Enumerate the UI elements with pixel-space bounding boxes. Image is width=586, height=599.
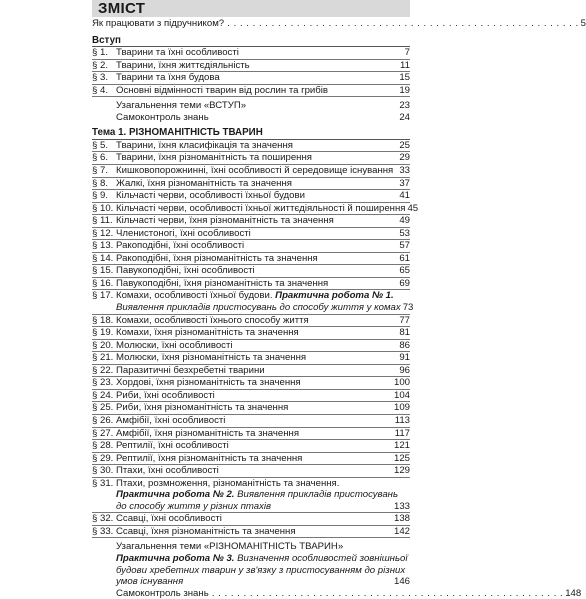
entry-number: § 17. [92, 290, 114, 302]
entry-page: 129 [393, 465, 410, 477]
entry-page: 81 [399, 327, 410, 339]
entry-number: § 8. [92, 177, 109, 189]
entry-title: Птахи, їхні особливості [116, 465, 219, 477]
entry-title: Амфібії, їхня різноманітність та значення [116, 427, 300, 439]
entry-page: 29 [399, 152, 410, 164]
entry-number: § 29. [92, 452, 114, 464]
entry-number: § 10. [92, 202, 114, 214]
entry-page: 146 [393, 576, 410, 588]
entry-page: 142 [393, 525, 410, 537]
toc-entry[interactable] [92, 60, 410, 73]
entry-title: Тварини, їхня різноманітність та поширення [116, 152, 312, 164]
toc-entry-selfcheck-topic-1[interactable]: Самоконтроль знань . . . . . . . . . . . . . . . . . . . . . . . . . . . . . . . . . . . . . . . . . . . . . . . . . . . . . . . . 148 [116, 587, 582, 599]
entry-title: Жалкі, їхня різноманітність та значення [116, 177, 292, 189]
toc-entry[interactable] [92, 202, 419, 216]
entry-number: § 20. [92, 339, 114, 351]
entry-title: Основні відмінності тварин від рослин та грибів [116, 84, 329, 96]
entry-number: § 12. [92, 227, 114, 239]
entry-number: § 33. [92, 525, 114, 537]
entry-title: Комахи, особливості їхнього способу життя [116, 314, 309, 326]
toc-entry[interactable] [92, 526, 410, 539]
entry-title: Кишковопорожнинні, їхні особливості й середовище існування [116, 165, 394, 177]
entry-title: Павукоподібні, їхня різноманітність та значення [116, 277, 329, 289]
entry-page: 49 [399, 215, 410, 227]
toc-entry[interactable] [92, 72, 410, 85]
practical-description: Виявлення прикладів пристосувань [237, 489, 399, 501]
toc-entry[interactable] [92, 415, 410, 428]
practical-description-cont: будови хребетних тварин у зв'язку з пристосуванням до різних [116, 564, 406, 576]
toc-entry[interactable] [92, 165, 410, 178]
entry-page: 15 [399, 72, 410, 84]
entry-number: § 2. [92, 59, 109, 71]
entry-page: 53 [399, 227, 410, 239]
entry-number: § 13. [92, 240, 114, 252]
toc-entry[interactable] [92, 440, 410, 453]
entry-number: § 19. [92, 327, 114, 339]
toc-entry-selfcheck-intro[interactable] [92, 112, 410, 124]
entry-title: Тварини, їхня класифікація та значення [116, 139, 293, 151]
entry-page: 77 [399, 314, 410, 326]
entry-number: § 22. [92, 364, 114, 376]
entry-title: Членистоногі, їхні особливості [116, 227, 251, 239]
entry-page: 125 [393, 452, 410, 464]
entry-title: Молюски, їхні особливості [116, 339, 233, 351]
entry-title: Кільчасті черви, особливості їхньої життєдіяльності й поширення [116, 202, 406, 214]
entry-title: Самоконтроль знань [116, 111, 209, 123]
entry-title: Паразитичні безхребетні тварини [116, 364, 265, 376]
toc-entry[interactable] [92, 215, 410, 228]
toc-entry[interactable] [92, 465, 410, 478]
entry-page: 45 [407, 202, 419, 214]
toc-entry[interactable] [92, 240, 410, 253]
toc-entry[interactable] [92, 265, 410, 278]
entry-title: Павукоподібні, їхні особливості [116, 265, 255, 277]
toc-entry[interactable] [92, 513, 410, 526]
entry-page: 69 [399, 277, 410, 289]
entry-page: 109 [393, 402, 410, 414]
entry-page: 73 [402, 302, 414, 314]
entry-page: 19 [399, 84, 410, 96]
toc-entry[interactable] [92, 340, 410, 353]
toc-entry[interactable] [92, 453, 410, 466]
toc-entry[interactable] [92, 428, 410, 441]
toc-entry-intro[interactable]: Як працювати з підручником? . . . . . . . . . . . . . . . . . . . . . . . . . . . . . . . . . . . . . . . . . . . . . . . . . . . . . . . . 5 [92, 18, 586, 29]
entry-title: Кільчасті черви, особливості їхньої будови [116, 190, 305, 202]
entry-title: Хордові, їхня різноманітність та значення [116, 377, 301, 389]
entry-title: Узагальнення теми «РІЗНОМАНІТНІСТЬ ТВАРИН» [116, 541, 344, 553]
entry-number: § 11. [92, 215, 113, 227]
entry-page: 25 [399, 139, 410, 151]
entry-title: Комахи, їхня різноманітність та значення [116, 327, 299, 339]
entry-title: Ссавці, їхня різноманітність та значення [116, 525, 296, 537]
toc-entry[interactable] [92, 190, 410, 203]
entry-number: § 1. [92, 47, 109, 59]
entry-title: Комахи, особливості їхньої будови. [116, 290, 273, 302]
toc-entry[interactable] [92, 365, 410, 378]
entry-page: 23 [399, 100, 410, 112]
entry-page: 104 [393, 389, 410, 401]
toc-entry-practical-1[interactable] [92, 290, 414, 314]
entry-page: 91 [399, 352, 410, 364]
entry-number: § 9. [92, 190, 109, 202]
entry-title: Рептилії, їхні особливості [116, 440, 229, 452]
toc-entry[interactable] [92, 352, 410, 365]
entry-page: 61 [399, 252, 410, 264]
toc-entry-summary-intro[interactable] [92, 100, 410, 112]
entry-title: Ссавці, їхні особливості [116, 513, 222, 525]
practical-description: Визначення особливостей зовнішньої [237, 552, 408, 564]
entry-title: Ракоподібні, їхня різноманітність та значення [116, 252, 318, 264]
entry-number: § 6. [92, 152, 109, 164]
toc-entry[interactable] [92, 390, 410, 403]
practical-label: Практична робота № 1. [275, 290, 394, 302]
entry-page: 41 [399, 190, 410, 202]
entry-page: 96 [399, 364, 410, 376]
toc-entry-summary-topic-1[interactable] [92, 541, 410, 553]
toc-entry[interactable] [92, 278, 410, 291]
entry-number: § 26. [92, 414, 114, 426]
entry-title: Молюски, їхня різноманітність та значення [116, 352, 307, 364]
entry-title: Тварини та їхня будова [116, 72, 220, 84]
entry-title: Тварини, їхня життєдіяльність [116, 59, 250, 71]
entry-page: 148 [565, 587, 582, 599]
section-heading-intro: Вступ [92, 35, 410, 48]
entry-number: § 4. [92, 84, 109, 96]
toc-entry[interactable] [92, 152, 410, 165]
entry-title: Ракоподібні, їхні особливості [116, 240, 245, 252]
toc-entry[interactable] [92, 47, 410, 60]
entry-page: 117 [394, 427, 410, 439]
table-of-contents [92, 18, 586, 599]
entry-title: Риби, їхня різноманітність та значення [116, 402, 289, 414]
toc-entry[interactable] [92, 377, 410, 390]
entry-page: 5 [580, 18, 586, 29]
entry-page: 37 [399, 177, 410, 189]
entry-number: § 25. [92, 402, 114, 414]
toc-entry[interactable] [92, 402, 410, 415]
entry-title: Птахи, розмноження, різноманітність та значення. [116, 477, 340, 489]
entry-title: Рептилії, їхня різноманітність та значення [116, 452, 303, 464]
entry-number: § 3. [92, 72, 109, 84]
entry-number: § 31. [92, 477, 114, 489]
practical-description-cont: умов існування [116, 576, 184, 588]
entry-number: § 14. [92, 252, 114, 264]
entry-title: Тварини та їхні особливості [116, 47, 239, 59]
entry-page: 138 [393, 513, 410, 525]
entry-page: 133 [393, 500, 410, 512]
entry-title: Риби, їхні особливості [116, 389, 215, 401]
entry-page: 7 [404, 47, 410, 59]
toc-entry[interactable] [92, 253, 410, 266]
page-title: ЗМІСТ [92, 0, 410, 17]
toc-entry[interactable] [92, 327, 410, 340]
entry-page: 121 [393, 440, 410, 452]
entry-page: 113 [394, 414, 410, 426]
practical-label: Практична робота № 3. [116, 552, 235, 564]
entry-title: Узагальнення теми «ВСТУП» [116, 100, 247, 112]
toc-entry[interactable] [92, 228, 410, 241]
entry-number: § 15. [92, 265, 114, 277]
entry-number: § 5. [92, 139, 109, 151]
entry-number: § 21. [92, 352, 114, 364]
entry-page: 33 [399, 165, 410, 177]
toc-entry-practical-3[interactable] [92, 553, 410, 588]
entry-page: 65 [399, 265, 410, 277]
entry-number: § 27. [92, 427, 114, 439]
toc-entry[interactable] [92, 178, 410, 191]
toc-entry[interactable] [92, 315, 410, 328]
practical-label: Практична робота № 2. [116, 489, 235, 501]
entry-number: § 7. [92, 165, 109, 177]
entry-number: § 28. [92, 440, 114, 452]
entry-title: Як працювати з підручником? [92, 18, 225, 29]
entry-number: § 24. [92, 389, 114, 401]
section-heading-topic-1: Тема 1. РІЗНОМАНІТНІСТЬ ТВАРИН [92, 127, 410, 140]
entry-page: 57 [399, 240, 410, 252]
practical-description: Виявлення прикладів пристосувань до способу життя у комах [116, 302, 401, 314]
entry-title: Самоконтроль знань [116, 587, 209, 599]
entry-page: 11 [400, 59, 410, 71]
entry-page: 100 [393, 377, 410, 389]
practical-description-cont: до способу життя у різних птахів [116, 500, 271, 512]
entry-page: 24 [399, 111, 410, 123]
entry-title: Кільчасті черви, їхня різноманітність та значення [116, 215, 334, 227]
entry-number: § 23. [92, 377, 114, 389]
entry-number: § 16. [92, 277, 114, 289]
toc-entry[interactable] [92, 140, 410, 153]
toc-entry-practical-2[interactable] [92, 478, 410, 514]
entry-title: Амфібії, їхні особливості [116, 414, 226, 426]
entry-number: § 18. [92, 314, 114, 326]
toc-entry[interactable] [92, 85, 410, 98]
entry-number: § 32. [92, 513, 114, 525]
entry-page: 86 [399, 339, 410, 351]
entry-number: § 30. [92, 465, 114, 477]
